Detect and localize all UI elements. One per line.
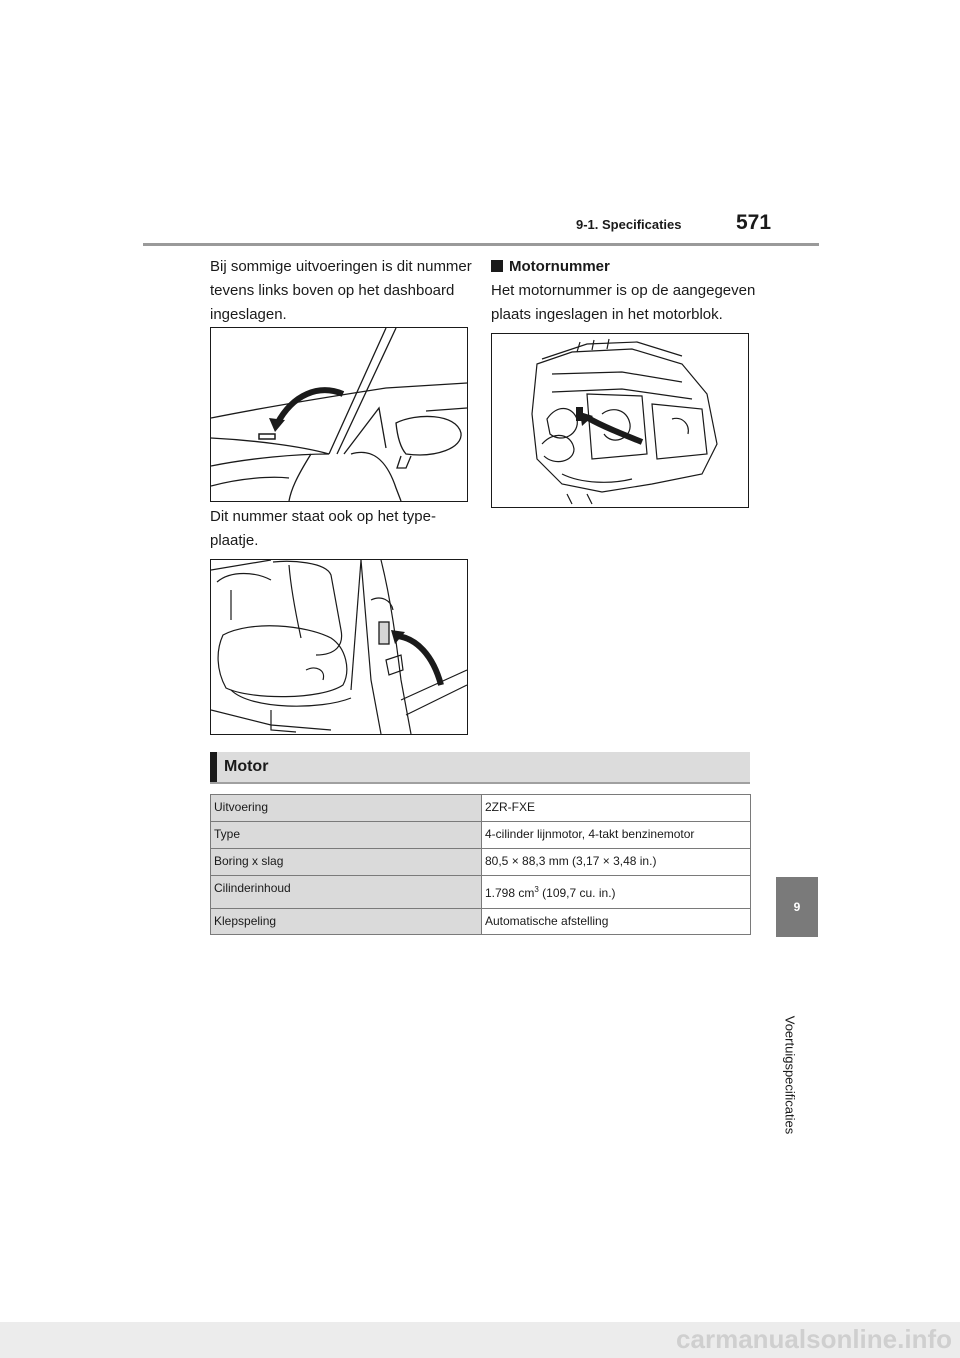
row-value: 2ZR-FXE [482,795,751,822]
row-label: Klepspeling [211,909,482,935]
section-accent-bar [210,752,217,782]
header-rule [143,243,819,246]
chapter-tab[interactable]: 9 [776,877,818,937]
table-row [211,876,751,909]
typeplate-paragraph: Dit nummer staat ook op het type-plaatje. [210,508,436,549]
displacement-unit-exponent: 3 [534,885,539,894]
displacement-value: 1.798 cm [485,886,535,900]
motor-section-header [210,752,750,784]
row-value: 80,5 × 88,3 mm (3,17 × 3,48 in.) [482,849,751,876]
section-title: 9-1. Specificaties [576,217,682,232]
chapter-side-label: Voertuigspecificaties [782,1015,798,1135]
dashboard-vin-paragraph: Bij sommige uitvoeringen is dit nummer tevens links boven op het dashboard ingeslagen. [210,258,472,323]
page-number: 571 [736,211,772,234]
watermark-text: carmanualsonline.info [676,1324,952,1354]
row-value: 4-cilinder lijnmotor, 4-takt benzinemotor [482,822,751,849]
motor-section-title: Motor [224,758,269,775]
engine-number-heading [491,255,610,279]
table-row [211,795,751,822]
row-value [482,876,751,909]
dashboard-figure [210,327,468,502]
seat-figure [210,559,468,735]
table-row [211,822,751,849]
row-label: Type [211,822,482,849]
seat-door-illustration [211,560,467,734]
square-bullet-icon [491,260,503,272]
watermark-bar [0,1322,960,1358]
table-row [211,849,751,876]
engine-number-paragraph: Het motornummer is op de aangegeven plaats ingeslagen in het motorblok. [491,282,756,323]
table-row [211,909,751,935]
displacement-imperial: (109,7 cu. in.) [538,886,616,900]
row-label: Cilinderinhoud [211,876,482,909]
row-label: Uitvoering [211,795,482,822]
engine-illustration [492,334,748,507]
motor-spec-table [210,794,751,935]
dashboard-illustration [211,328,467,501]
engine-number-heading-text: Motornummer [509,258,610,275]
row-label: Boring x slag [211,849,482,876]
row-value: Automatische afstelling [482,909,751,935]
engine-figure [491,333,749,508]
